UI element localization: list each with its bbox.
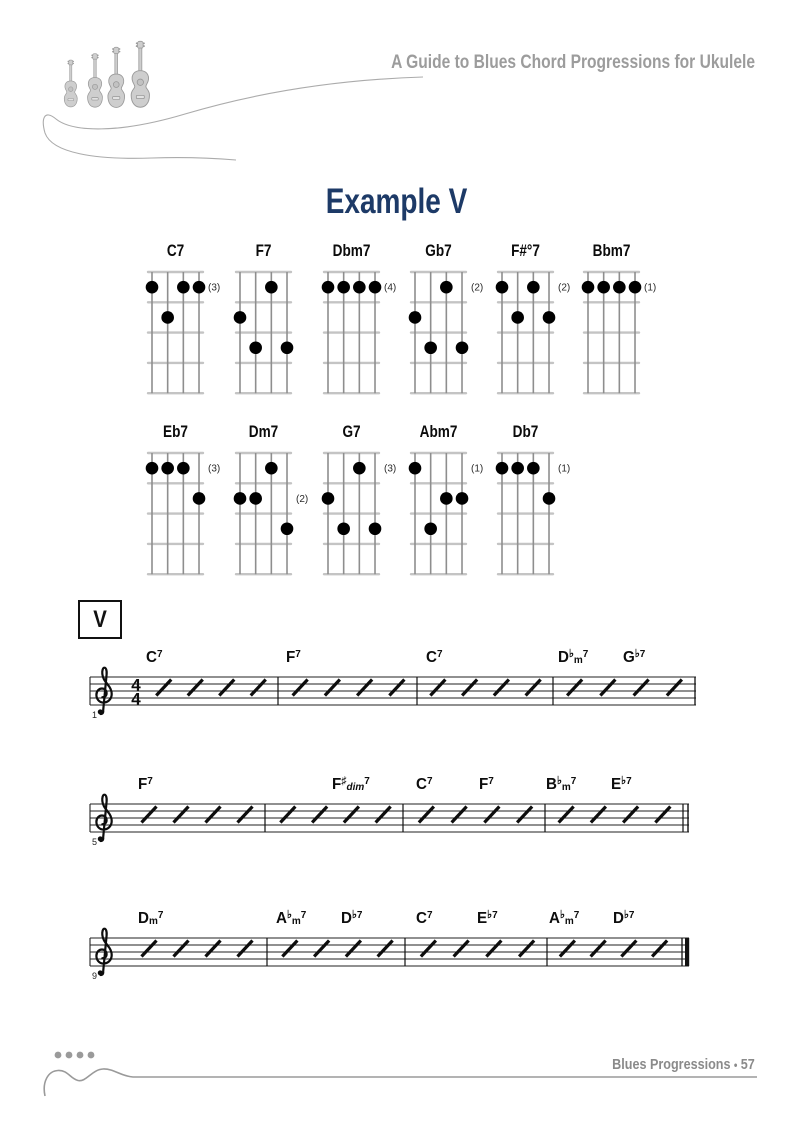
diagram-chord-name: Dm7: [248, 422, 279, 442]
slash-mark: [238, 807, 253, 823]
time-signature-top: 4: [131, 675, 141, 695]
finger-dot: [613, 281, 626, 294]
finger-dot: [456, 492, 469, 505]
finger-dot: [161, 462, 174, 475]
slash-mark: [591, 807, 606, 823]
fret-position-label: (1): [558, 463, 571, 475]
finger-dot: [161, 311, 174, 324]
diagram-chord-name: Bbm7: [592, 241, 631, 261]
finger-dot: [409, 311, 422, 324]
finger-dot: [543, 492, 556, 505]
slash-mark: [314, 941, 329, 957]
finger-dot: [193, 281, 206, 294]
finger-dot: [456, 341, 469, 354]
slash-mark: [591, 941, 606, 957]
finger-dot: [440, 492, 453, 505]
chord-symbol: $F^7$: [479, 775, 494, 794]
slash-mark: [206, 941, 221, 957]
chord-symbol: $D^♭_m^7$: [558, 647, 589, 667]
slash-mark: [344, 807, 359, 823]
chord-diagram: [234, 423, 309, 575]
finger-dot: [193, 492, 206, 505]
finger-dot: [511, 311, 524, 324]
chord-symbol: Dm$^7$: [138, 909, 164, 928]
slash-mark: [251, 680, 266, 696]
finger-dot: [322, 492, 335, 505]
finger-dot: [496, 462, 509, 475]
finger-dot: [281, 522, 294, 535]
slash-mark: [462, 680, 477, 696]
chord-symbol: $F^♯_{dim}^7$: [332, 774, 370, 794]
slash-mark: [600, 680, 615, 696]
slash-mark: [312, 807, 327, 823]
measure-number: 9: [92, 971, 98, 981]
slash-mark: [655, 807, 670, 823]
diagram-chord-name: C7: [166, 241, 185, 261]
finger-dot: [511, 462, 524, 475]
finger-dot: [369, 522, 382, 535]
slash-mark: [430, 680, 445, 696]
slash-mark: [174, 807, 189, 823]
chord-diagram: [146, 242, 221, 394]
chord-diagram: [409, 423, 484, 575]
finger-dot: [527, 462, 540, 475]
slash-mark: [567, 680, 582, 696]
chord-diagram: [496, 242, 571, 394]
page-title: Example V: [326, 182, 468, 221]
slash-mark: [280, 807, 295, 823]
footer-art: [0, 1040, 794, 1110]
finger-dot: [337, 281, 350, 294]
slash-mark: [560, 941, 575, 957]
finger-dot: [234, 492, 247, 505]
fret-position-label: (1): [471, 463, 484, 475]
diagram-chord-name: Abm7: [419, 422, 458, 442]
diagram-chord-name: Eb7: [163, 422, 188, 442]
finger-dot: [527, 281, 540, 294]
slash-mark: [494, 680, 509, 696]
chord-diagram: [409, 242, 484, 394]
chord-symbol: $B^♭_m^7$: [546, 774, 577, 794]
chord-symbol: $F^7$: [138, 775, 153, 794]
fret-position-label: (4): [384, 282, 397, 294]
finger-dot: [281, 341, 294, 354]
slash-mark: [188, 680, 203, 696]
finger-dot: [597, 281, 610, 294]
fret-position-label: (3): [384, 463, 397, 475]
slash-mark: [517, 807, 532, 823]
slash-mark: [559, 807, 574, 823]
finger-dot: [146, 281, 159, 294]
slash-mark: [357, 680, 372, 696]
finger-dot: [177, 281, 190, 294]
finger-dot: [440, 281, 453, 294]
slash-mark: [378, 941, 393, 957]
slash-mark: [621, 941, 636, 957]
slash-mark: [142, 941, 157, 957]
chord-symbol: E♭7: [477, 908, 498, 928]
slash-mark: [419, 807, 434, 823]
finger-dot: [177, 462, 190, 475]
finger-dot: [353, 281, 366, 294]
section-label: V: [93, 605, 107, 633]
slash-mark: [156, 680, 171, 696]
staff-system: [90, 648, 696, 720]
slash-mark: [293, 680, 308, 696]
slash-mark: [667, 680, 682, 696]
chord-symbol: $C^7$: [416, 909, 433, 928]
staff-system: [90, 909, 689, 981]
finger-dot: [234, 311, 247, 324]
staff-system: [90, 775, 689, 847]
finger-dot: [409, 462, 422, 475]
time-signature-bottom: 4: [131, 689, 141, 709]
diagram-chord-name: Dbm7: [332, 241, 371, 261]
finger-dot: [369, 281, 382, 294]
fret-position-label: (2): [558, 282, 571, 294]
footer-dots-icon: [55, 1052, 95, 1059]
fret-position-label: (2): [471, 282, 484, 294]
chord-symbol: $C^7$: [426, 648, 443, 667]
slash-mark: [142, 807, 157, 823]
slash-mark: [174, 941, 189, 957]
chord-symbol: $A^♭_m^7$: [276, 908, 307, 928]
measure-number: 5: [92, 837, 98, 847]
finger-dot: [353, 462, 366, 475]
chord-diagram: [322, 242, 397, 394]
final-barline: [685, 938, 689, 966]
finger-dot: [322, 281, 335, 294]
finger-dot: [629, 281, 642, 294]
finger-dot: [543, 311, 556, 324]
chord-diagram: [234, 242, 294, 394]
finger-dot: [249, 492, 262, 505]
fret-position-label: (3): [208, 282, 221, 294]
chord-symbol: D♭7: [613, 908, 635, 928]
diagram-chord-name: F7: [255, 241, 272, 261]
slash-mark: [282, 941, 297, 957]
finger-dot: [424, 522, 437, 535]
slash-mark: [346, 941, 361, 957]
chord-symbol: $A^♭_m^7$: [549, 908, 580, 928]
finger-dot: [337, 522, 350, 535]
diagram-chord-name: Db7: [512, 422, 539, 442]
measure-number: 1: [92, 710, 98, 720]
chord-symbol: $F^7$: [286, 648, 301, 667]
diagram-chord-name: Gb7: [425, 241, 452, 261]
slash-mark: [526, 680, 541, 696]
slash-mark: [454, 941, 469, 957]
header-title: A Guide to Blues Chord Progressions for Ukulele: [391, 52, 755, 73]
slash-mark: [238, 941, 253, 957]
finger-dot: [265, 281, 278, 294]
fret-position-label: (1): [644, 282, 657, 294]
slash-mark: [219, 680, 234, 696]
chord-diagram: [146, 423, 221, 575]
fret-position-label: (3): [208, 463, 221, 475]
slash-mark: [389, 680, 404, 696]
chord-diagram: [582, 242, 657, 394]
finger-dot: [265, 462, 278, 475]
footer-swoosh-line: [44, 1069, 757, 1096]
fret-position-label: (2): [296, 493, 309, 505]
slash-mark: [325, 680, 340, 696]
chord-symbol: $C^7$: [416, 775, 433, 794]
slash-mark: [623, 807, 638, 823]
footer-separator: •: [734, 1058, 738, 1072]
footer-page-info: [612, 1056, 755, 1073]
finger-dot: [146, 462, 159, 475]
chord-symbol: E♭7: [611, 774, 632, 794]
chord-symbol: D♭7: [341, 908, 363, 928]
chord-symbol: G♭7: [623, 647, 646, 667]
finger-dot: [424, 341, 437, 354]
slash-mark: [519, 941, 534, 957]
diagram-chord-name: F#°7: [511, 241, 540, 261]
footer-page-number: 57: [740, 1056, 755, 1073]
finger-dot: [582, 281, 595, 294]
footer-label: Blues Progressions: [612, 1056, 731, 1073]
slash-mark: [421, 941, 436, 957]
chord-diagram: [322, 423, 397, 575]
chord-diagram: [496, 423, 571, 575]
slash-mark: [206, 807, 221, 823]
finger-dot: [249, 341, 262, 354]
slash-mark: [652, 941, 667, 957]
finger-dot: [496, 281, 509, 294]
slash-mark: [376, 807, 391, 823]
slash-mark: [484, 807, 499, 823]
slash-mark: [486, 941, 501, 957]
chord-symbol: $C^7$: [146, 648, 163, 667]
slash-mark: [634, 680, 649, 696]
slash-mark: [452, 807, 467, 823]
diagram-chord-name: G7: [342, 422, 361, 442]
